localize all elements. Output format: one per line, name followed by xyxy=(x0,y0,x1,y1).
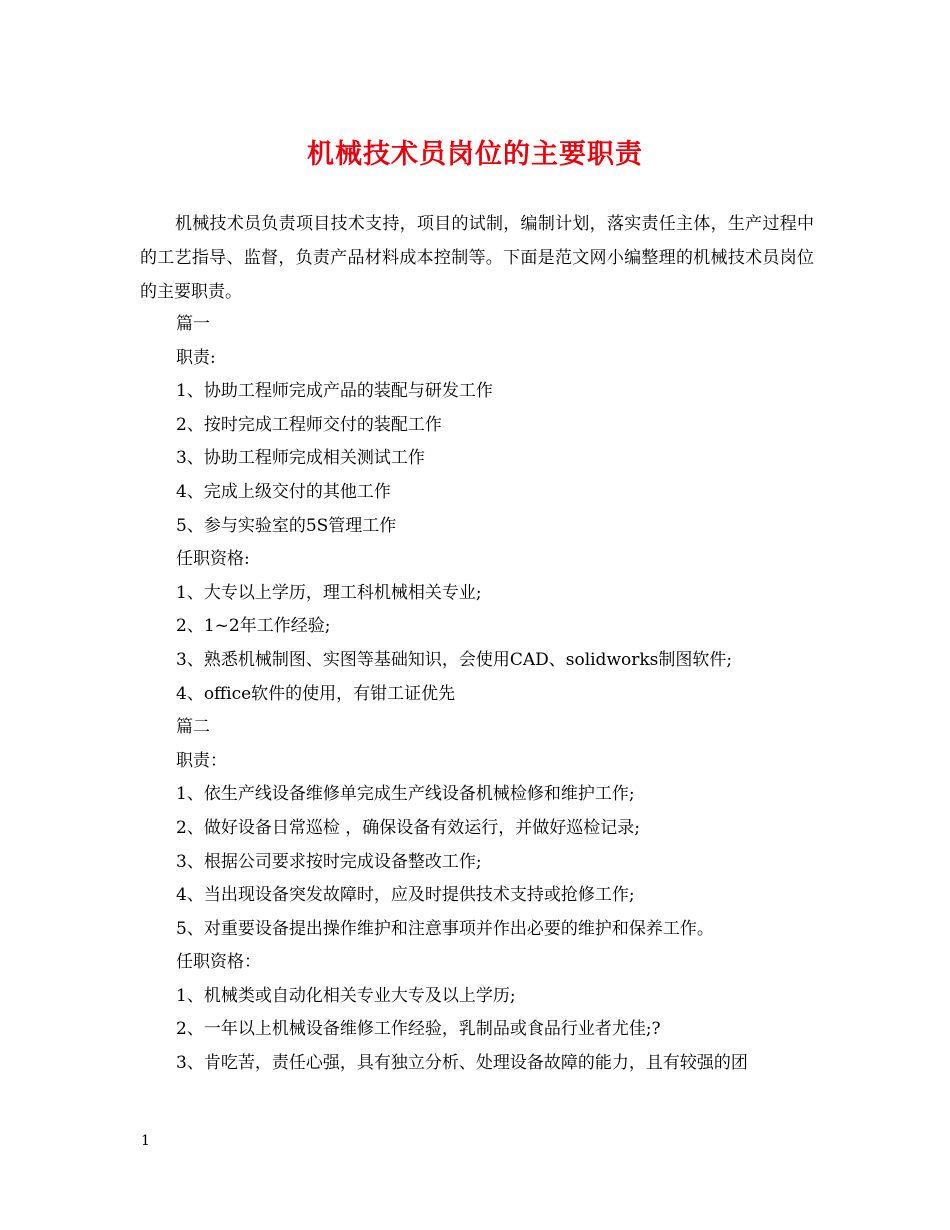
list-item: 2、按时完成工程师交付的装配工作 xyxy=(176,414,442,435)
list-item: 3、熟悉机械制图、实图等基础知识，会使用CAD、solidworks制图软件; xyxy=(176,649,733,670)
section-heading: 篇一 xyxy=(176,314,210,334)
subheading: 任职资格： xyxy=(176,952,261,973)
document-title: 机械技术员岗位的主要职责 xyxy=(307,139,643,170)
list-item: 1、依生产线设备维修单完成生产线设备机械检修和维护工作; xyxy=(176,784,635,805)
list-item: 4、office软件的使用，有钳工证优先 xyxy=(176,683,456,704)
subheading: 任职资格: xyxy=(176,549,250,570)
list-item: 4、当出现设备突发故障时，应及时提供技术支持或抢修工作; xyxy=(176,885,635,906)
list-item: 1、协助工程师完成产品的装配与研发工作 xyxy=(176,381,493,402)
list-item: 1、机械类或自动化相关专业大专及以上学历; xyxy=(176,985,516,1006)
intro-paragraph: 机械技术员负责项目技术支持，项目的试制，编制计划，落实责任主体，生产过程中的工艺指导、监督，负责产品材料成本控制等。下面是范文网小编整理的机械技术员岗位的主要职责。 xyxy=(140,214,814,302)
subheading: 职责： xyxy=(176,750,227,771)
body-lines xyxy=(176,308,816,1081)
page-number: 1 xyxy=(141,1133,150,1149)
section-heading: 篇二 xyxy=(176,717,210,738)
list-item: 5、参与实验室的5S管理工作 xyxy=(176,515,397,536)
subheading: 职责: xyxy=(176,347,216,368)
list-item: 3、肯吃苦，责任心强，具有独立分析、处理设备故障的能力，且有较强的团 xyxy=(176,1053,748,1074)
list-item: 2、1~2年工作经验; xyxy=(176,616,331,637)
list-item: 5、对重要设备提出操作维护和注意事项并作出必要的维护和保养工作。 xyxy=(176,918,714,939)
list-item: 2、一年以上机械设备维修工作经验，乳制品或食品行业者尤佳;? xyxy=(176,1019,661,1040)
list-item: 4、完成上级交付的其他工作 xyxy=(176,481,391,502)
list-item: 1、大专以上学历，理工科机械相关专业; xyxy=(176,582,482,603)
list-item: 2、做好设备日常巡检 ，确保设备有效运行，并做好巡检记录; xyxy=(176,817,640,838)
list-item: 3、协助工程师完成相关测试工作 xyxy=(176,448,425,469)
list-item: 3、根据公司要求按时完成设备整改工作; xyxy=(176,851,482,872)
